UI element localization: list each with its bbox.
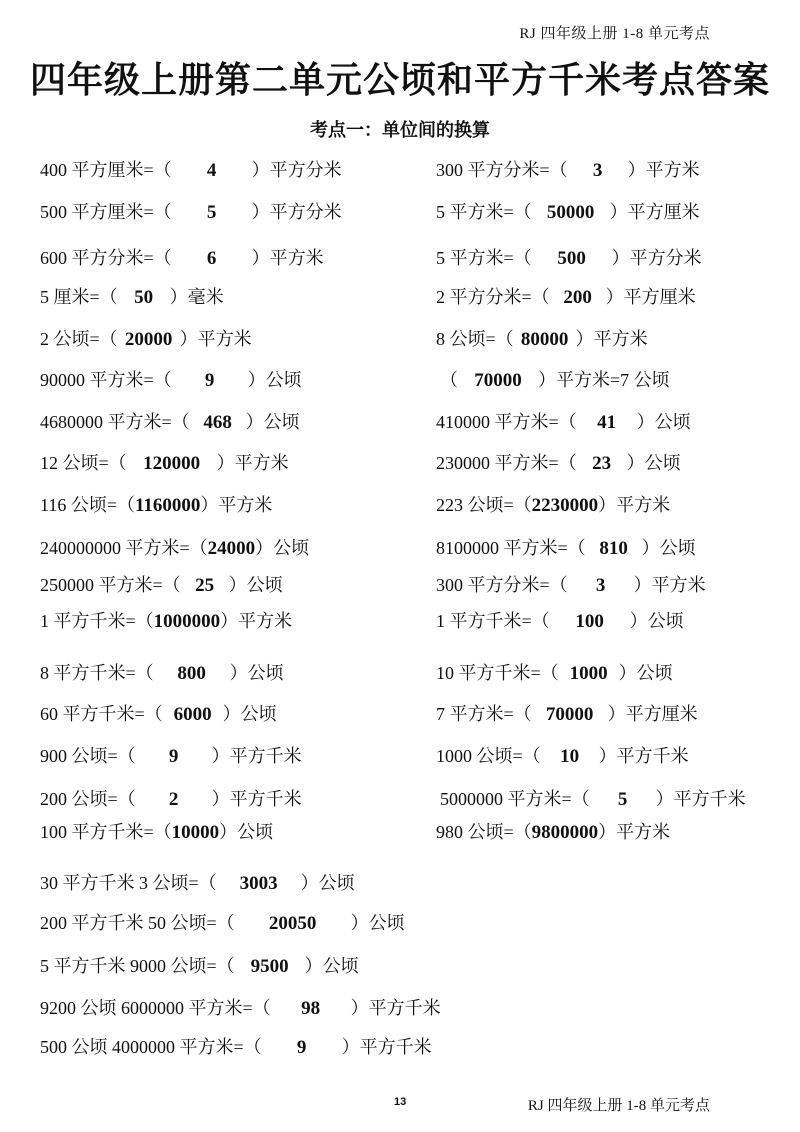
problem-left (40, 994, 441, 1023)
problem-text: ）平方分米 (251, 202, 342, 222)
answer-value: 50000 (546, 202, 595, 223)
problem-row (0, 607, 800, 635)
problem-text: 400 平方厘米=（ (40, 160, 172, 180)
answer-value: 20050 (268, 913, 317, 934)
problem-right (436, 283, 696, 312)
problem-text: 1 平方千米=（ (40, 611, 154, 631)
answer-value: 5 (206, 202, 217, 223)
answer-value: 468 (203, 412, 232, 433)
problem-text: ）毫米 (169, 287, 224, 307)
problem-left (40, 952, 359, 981)
answer-value: 10000 (171, 822, 220, 843)
problem-text: ）平方千米 (350, 998, 441, 1018)
problem-text: ）公顷 (228, 575, 283, 595)
problem-text: ）公顷 (641, 538, 696, 558)
problem-row (0, 534, 800, 562)
problem-text: ）公顷 (304, 956, 359, 976)
problem-row (0, 818, 800, 846)
problem-text: ）平方米 (220, 611, 293, 631)
problem-text: 2 平方分米=（ (436, 287, 550, 307)
problem-text: ）公顷 (626, 453, 681, 473)
problem-right (436, 244, 702, 273)
problem-left (40, 283, 224, 312)
problem-row (0, 742, 800, 770)
problem-text: ）公顷 (255, 538, 310, 558)
answer-value: 1000 (569, 663, 608, 684)
problem-text: 5 平方米=（ (436, 202, 532, 222)
problem-text: ）平方米 (633, 575, 706, 595)
problem-text: 30 平方千米 3 公顷=（ (40, 873, 217, 893)
answer-value: 200 (563, 287, 592, 308)
problem-row (0, 571, 800, 599)
problem-left (40, 742, 302, 771)
problem-row (0, 952, 800, 980)
problem-text: 200 平方千米 50 公顷=（ (40, 913, 235, 933)
problem-text: 8 平方千米=（ (40, 663, 154, 683)
answer-value: 70000 (545, 704, 594, 725)
problem-text: 90000 平方米=（ (40, 370, 172, 390)
problem-text: 8100000 平方米=（ (436, 538, 586, 558)
answer-value: 70000 (474, 370, 522, 391)
problem-text: ）公顷 (219, 822, 274, 842)
problem-text: 100 平方千米=（ (40, 822, 172, 842)
problem-text: ）公顷 (247, 370, 302, 390)
problem-text: 300 平方分米=（ (436, 160, 568, 180)
problem-right (436, 198, 700, 227)
problem-text: 500 公顷 4000000 平方米=（ (40, 1037, 262, 1057)
answer-value: 120000 (143, 453, 201, 474)
answer-value: 4 (206, 160, 217, 181)
answer-value: 500 (557, 248, 586, 269)
answer-value: 810 (599, 538, 628, 559)
problem-left (40, 198, 342, 227)
problem-left (40, 244, 324, 273)
answer-value: 2230000 (531, 495, 599, 516)
problem-text: ）平方米 (598, 822, 671, 842)
problem-row (0, 156, 800, 184)
problem-text: 240000000 平方米=（ (40, 538, 208, 558)
problem-text: ）平方千米 (341, 1037, 432, 1057)
problem-right (440, 785, 746, 814)
problem-text: 5000000 平方米=（ (440, 789, 590, 809)
problem-text: 8 公顷=（ (436, 329, 514, 349)
problem-row (0, 994, 800, 1022)
problem-text: ）平方米 (216, 453, 289, 473)
answer-value: 5 (617, 789, 628, 810)
problem-right (436, 534, 696, 563)
answer-value: 25 (195, 575, 215, 596)
problem-text: ）平方米=7 公顷 (538, 370, 670, 390)
problem-text: ）平方厘米 (607, 704, 698, 724)
problem-row (0, 491, 800, 519)
answer-value: 6 (206, 248, 217, 269)
problem-text: ）平方米 (575, 329, 648, 349)
problem-text: 5 平方米=（ (436, 248, 532, 268)
header-tag: RJ 四年级上册 1-8 单元考点 (519, 26, 710, 42)
page-number: 13 (394, 1096, 407, 1108)
problem-text: 250000 平方米=（ (40, 575, 181, 595)
answer-value: 41 (597, 412, 617, 433)
problem-text: 60 平方千米=（ (40, 704, 163, 724)
answer-value: 9500 (250, 956, 289, 977)
problem-text: ）公顷 (300, 873, 355, 893)
problem-text: 1000 公顷=（ (436, 746, 541, 766)
problem-text: ）平方米 (598, 495, 671, 515)
problem-right (436, 742, 689, 771)
problem-left (40, 408, 300, 437)
problem-text: 116 公顷=（ (40, 495, 135, 515)
problem-text: 900 公顷=（ (40, 746, 136, 766)
problem-text: ）公顷 (629, 611, 684, 631)
problem-text: 12 公顷=（ (40, 453, 127, 473)
problem-left (40, 534, 309, 563)
problem-row (0, 659, 800, 687)
problem-right (436, 818, 670, 847)
problem-text: ）平方米 (251, 248, 324, 268)
problem-left (40, 449, 289, 478)
problem-row (0, 909, 800, 937)
problem-left (40, 1033, 432, 1062)
problem-text: ）平方厘米 (605, 287, 696, 307)
problem-text: ）平方米 (179, 329, 252, 349)
problem-row (0, 408, 800, 436)
problem-text: （ (440, 370, 458, 390)
section-subtitle: 考点一：单位间的换算 (310, 120, 490, 141)
footer-tag: RJ 四年级上册 1-8 单元考点 (527, 1098, 710, 1114)
problem-left (40, 785, 302, 814)
problem-row (0, 244, 800, 272)
problem-right (436, 449, 681, 478)
problem-row (0, 1033, 800, 1061)
answer-value: 98 (301, 998, 321, 1019)
problem-text: ）平方千米 (655, 789, 746, 809)
problem-text: ）公顷 (222, 704, 277, 724)
answer-value: 3003 (239, 873, 278, 894)
problem-text: 500 平方厘米=（ (40, 202, 172, 222)
problem-right (436, 607, 684, 636)
problem-row (0, 700, 800, 728)
problem-left (40, 909, 405, 938)
problem-row (0, 325, 800, 353)
problem-text: ）公顷 (350, 913, 405, 933)
problem-text: 5 平方千米 9000 公顷=（ (40, 956, 235, 976)
answer-value: 9 (168, 746, 179, 767)
problem-text: 230000 平方米=（ (436, 453, 577, 473)
answer-value: 9800000 (531, 822, 599, 843)
problem-text: 7 平方米=（ (436, 704, 532, 724)
answer-value: 10 (560, 746, 580, 767)
problem-row (0, 366, 800, 394)
problem-right (436, 156, 700, 185)
problem-left (40, 818, 273, 847)
answer-value: 20000 (124, 329, 173, 350)
problem-left (40, 156, 342, 185)
answer-value: 3 (592, 160, 603, 181)
answer-value: 24000 (207, 538, 256, 559)
answer-value: 6000 (173, 704, 212, 725)
answer-value: 80000 (520, 329, 569, 350)
problem-right (436, 408, 691, 437)
problem-left (40, 325, 252, 354)
answer-value: 2 (168, 789, 179, 810)
problem-text: ）平方米 (200, 495, 273, 515)
problem-left (40, 491, 272, 520)
problem-left (40, 869, 355, 898)
problem-text: ）公顷 (245, 412, 300, 432)
problem-text: ）平方千米 (211, 789, 302, 809)
problem-text: 300 平方分米=（ (436, 575, 568, 595)
problem-row (0, 869, 800, 897)
problem-text: ）公顷 (636, 412, 691, 432)
problem-text: 4680000 平方米=（ (40, 412, 190, 432)
problem-right (436, 491, 670, 520)
answer-value: 50 (134, 287, 154, 308)
problem-right (436, 571, 706, 600)
problem-left (40, 607, 292, 636)
problem-text: 200 公顷=（ (40, 789, 136, 809)
problem-right (440, 366, 670, 395)
problem-text: 5 厘米=（ (40, 287, 118, 307)
answer-value: 1000000 (153, 611, 221, 632)
page-title: 四年级上册第二单元公顷和平方千米考点答案 (29, 59, 770, 101)
problem-text: ）平方千米 (598, 746, 689, 766)
problem-text: 223 公顷=（ (436, 495, 532, 515)
problem-text: 410000 平方米=（ (436, 412, 577, 432)
problem-left (40, 366, 302, 395)
problem-text: ）平方分米 (611, 248, 702, 268)
problem-row (0, 198, 800, 226)
problem-text: ）平方分米 (251, 160, 342, 180)
problem-text: ）平方米 (627, 160, 700, 180)
problem-right (436, 325, 648, 354)
problem-row (0, 283, 800, 311)
answer-value: 800 (177, 663, 206, 684)
problem-text: ）平方千米 (211, 746, 302, 766)
answer-value: 9 (296, 1037, 307, 1058)
answer-value: 100 (575, 611, 604, 632)
problem-row (0, 449, 800, 477)
problem-text: ）公顷 (229, 663, 284, 683)
problem-text: ）平方厘米 (609, 202, 700, 222)
problem-text: 1 平方千米=（ (436, 611, 550, 631)
problem-text: 9200 公顷 6000000 平方米=（ (40, 998, 271, 1018)
problem-text: 600 平方分米=（ (40, 248, 172, 268)
problem-text: 2 公顷=（ (40, 329, 118, 349)
answer-value: 1160000 (134, 495, 201, 516)
problem-text: 980 公顷=（ (436, 822, 532, 842)
problem-right (436, 700, 698, 729)
answer-value: 23 (592, 453, 612, 474)
problem-row (0, 785, 800, 813)
answer-value: 9 (204, 370, 215, 391)
problem-left (40, 700, 277, 729)
problem-left (40, 659, 284, 688)
problem-text: 10 平方千米=（ (436, 663, 559, 683)
problem-right (436, 659, 673, 688)
problem-text: ）公顷 (618, 663, 673, 683)
answer-value: 3 (595, 575, 606, 596)
problem-left (40, 571, 283, 600)
